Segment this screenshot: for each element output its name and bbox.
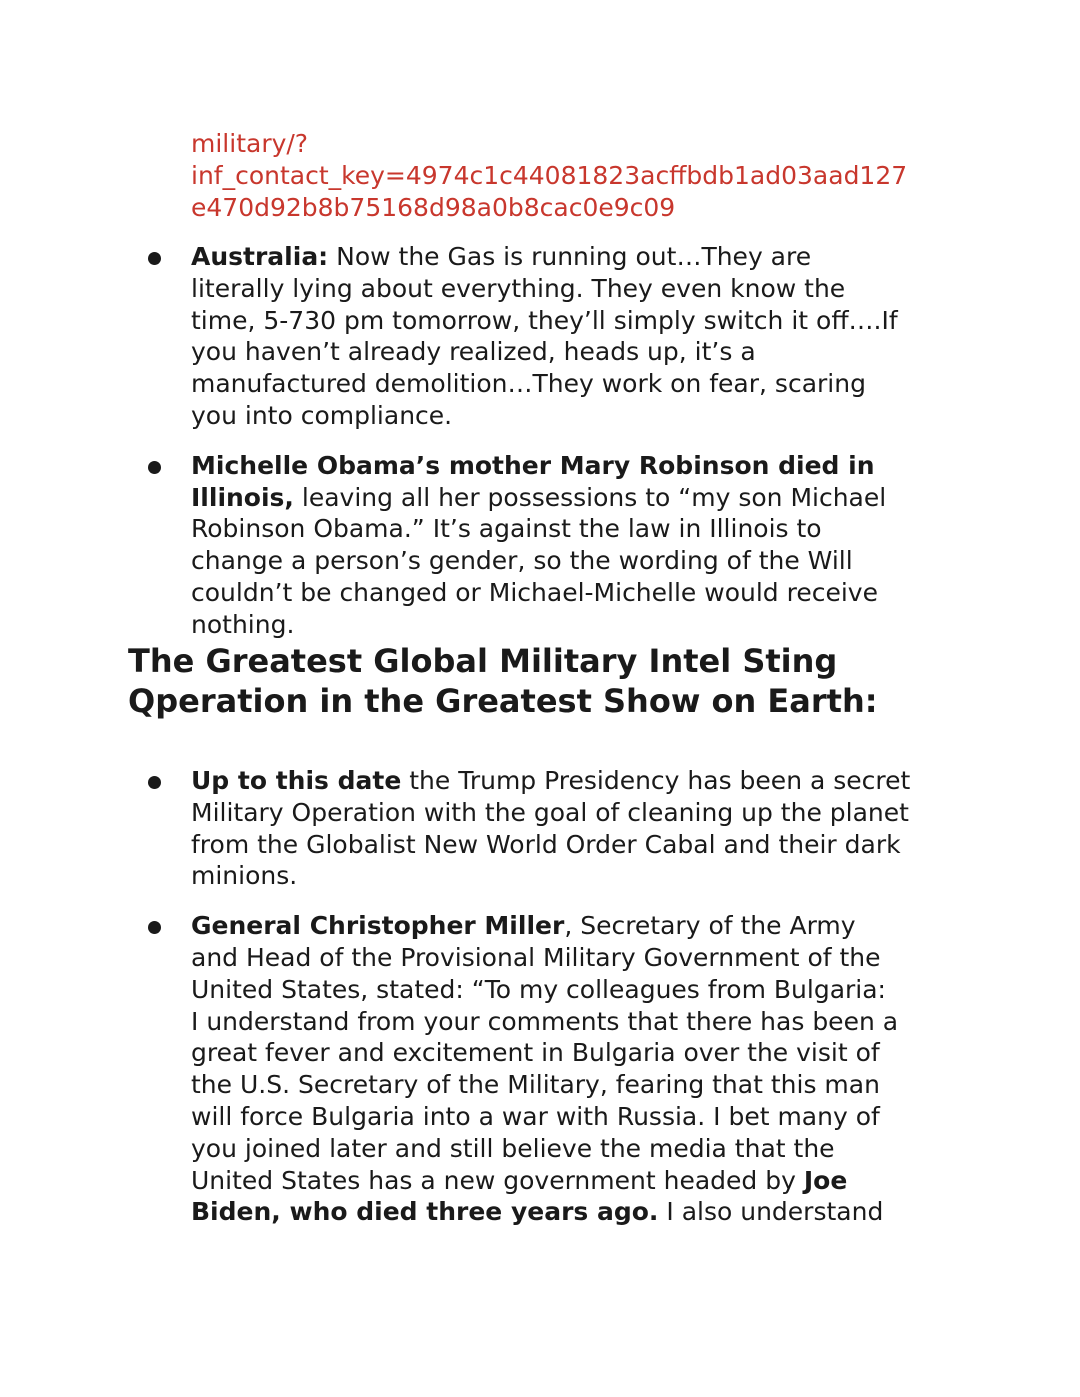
list-item-michelle [0,450,1080,641]
bold-lead: Illinois, [191,482,294,512]
text-line: you joined later and still believe the media that the [191,1133,835,1163]
text-span: I also understand [658,1197,884,1227]
text-line: and Head of the Provisional Military Government of the [191,942,881,972]
bold-lead: Up to this date [191,766,402,795]
text-line: I understand from your comments that there has been a [191,1006,899,1036]
text-line [191,1165,1020,1197]
bold-text: Joe [803,1165,848,1195]
list-item-australia [0,241,1080,432]
text-line [191,450,1020,482]
bullet-list-top [0,241,1080,641]
text-line: literally lying about everything. They even know the [191,273,846,303]
bullet-dot-icon [148,461,161,474]
text-line: the U.S. Secretary of the Military, fearing that this man [191,1070,880,1100]
list-item-general-miller [0,910,1080,1228]
section-heading [128,641,1048,721]
text-span: the Trump Presidency has been a secret [401,766,911,795]
text-span: Now the Gas is running out…They are [328,242,812,271]
heading-line: The Greatest Global Military Intel Sting [128,642,838,680]
link-line[interactable]: e470d92b8b75168d98a0b8cac0e9c09 [191,193,676,222]
text-line: you into compliance. [191,400,453,430]
text-line: nothing. [191,609,295,639]
text-span: leaving all her possessions to “my son Michael [293,482,887,512]
text-line: you haven’t already realized, heads up, it’s a [191,337,756,367]
text-line [191,241,1020,273]
text-line [191,1196,1020,1228]
text-line [191,765,1020,797]
text-line: from the Globalist New World Order Cabal and their dark [191,829,901,859]
text-line [191,482,1020,514]
bullet-list-bottom [0,765,1080,1228]
bold-lead: General Christopher Miller [191,911,565,941]
list-item-trump-presidency [0,765,1080,892]
link-line[interactable]: military/? [191,129,309,158]
bullet-dot-icon [148,921,161,934]
text-line: Robinson Obama.” It’s against the law in Illinois to [191,514,822,544]
text-line: time, 5-730 pm tomorrow, they’ll simply switch it off….If [191,305,898,335]
link-line[interactable]: inf_contact_key=4974c1c44081823acffbdb1ad03aad127 [191,161,908,190]
text-line: will force Bulgaria into a war with Russia. I bet many of [191,1101,880,1131]
link-url[interactable] [191,128,1031,224]
text-line: change a person’s gender, so the wording of the Will [191,546,853,576]
text-line: United States, stated: “To my colleagues from Bulgaria: [191,974,886,1004]
text-line [191,910,1020,942]
bold-lead: Australia: [191,242,329,271]
text-line: manufactured demolition…They work on fear, scaring [191,369,866,399]
text-line: Military Operation with the goal of cleaning up the planet [191,797,909,827]
text-span: , Secretary of the Army [564,911,856,941]
bullet-dot-icon [148,252,161,265]
text-line: minions. [191,861,298,891]
heading-line: Qperation in the Greatest Show on Earth: [128,682,878,720]
bullet-dot-icon [148,776,161,789]
bold-text: Biden, who died three years ago. [191,1197,659,1227]
text-line: great fever and excitement in Bulgaria over the visit of [191,1038,880,1068]
text-span: United States has a new government headed by [191,1165,804,1195]
text-line: couldn’t be changed or Michael-Michelle would receive [191,577,878,607]
bold-lead: Michelle Obama’s mother Mary Robinson died in [191,450,875,480]
